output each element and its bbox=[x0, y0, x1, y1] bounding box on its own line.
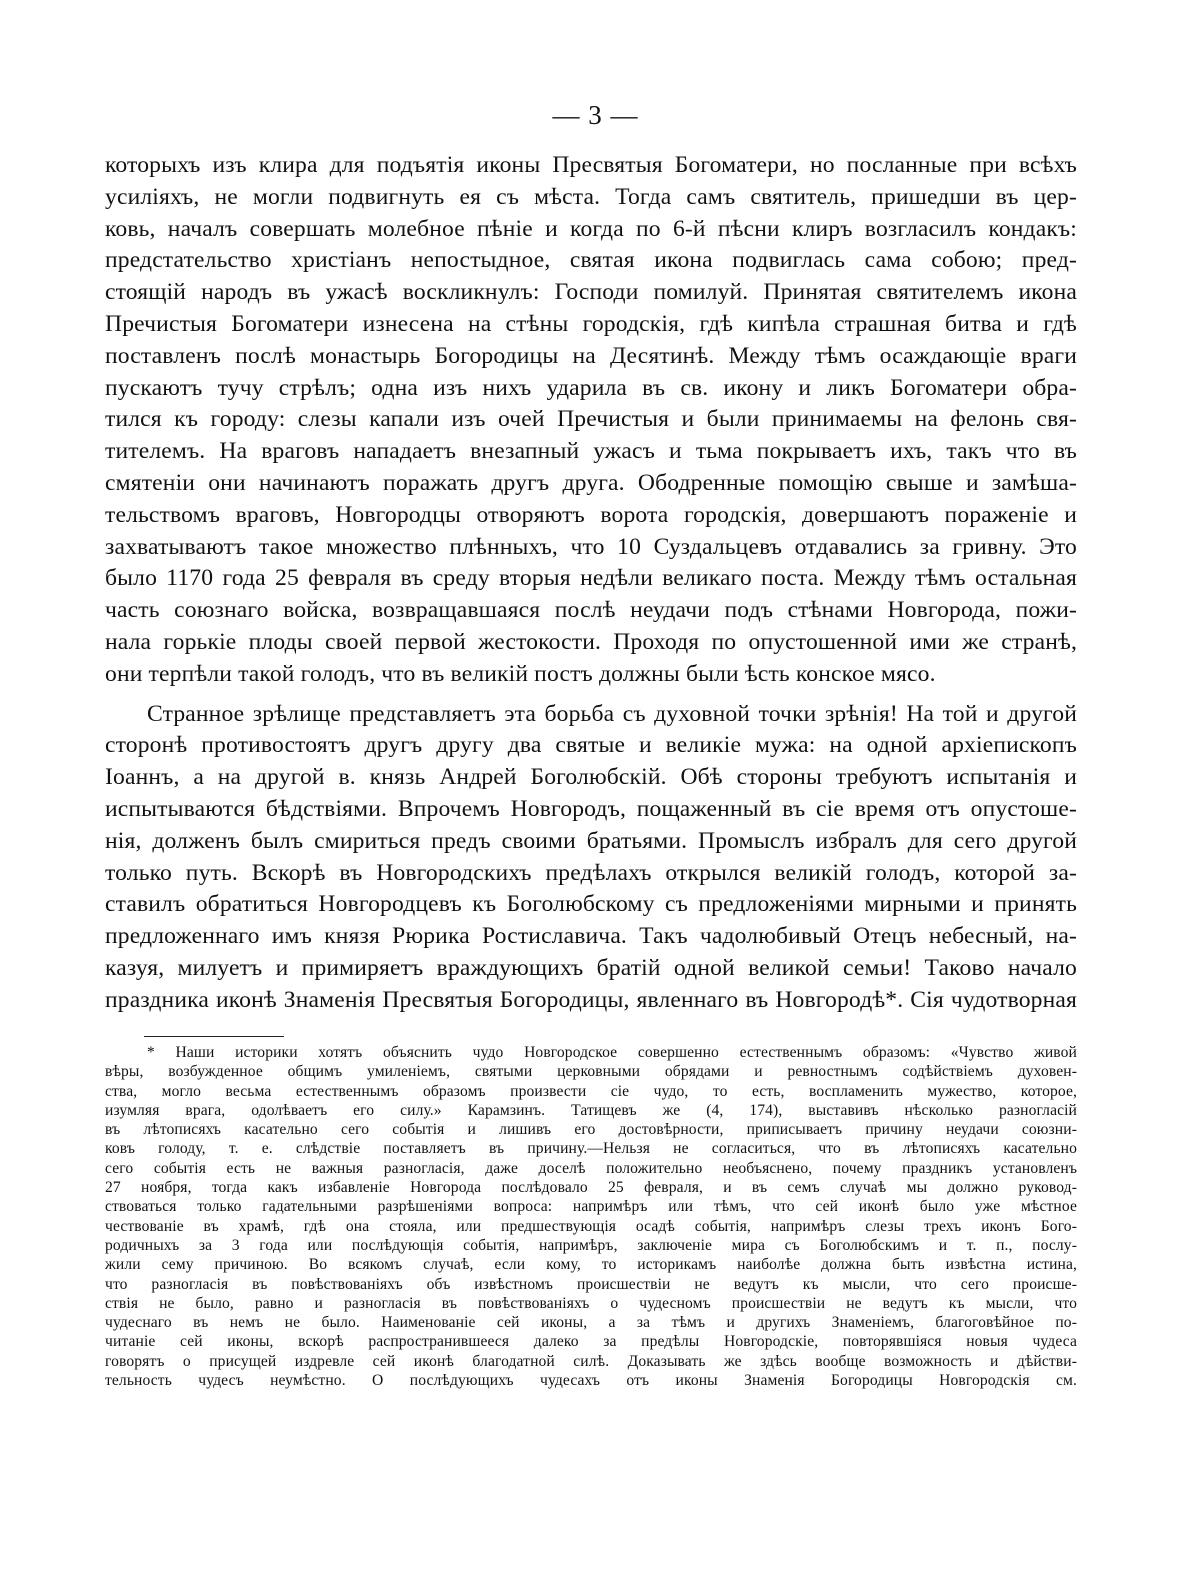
footnote-line: въ лѣтописяхъ касательно сего событія и лишивъ его достовѣрности, приписываетъ причину неудачи союзни- bbox=[105, 1121, 1077, 1139]
text-line: предложеннаго имъ князя Рюрика Ростиславича. Такъ чадолюбивый Отецъ небесный, на- bbox=[105, 923, 1077, 950]
footnote-line: изумляя врага, одолѣваетъ его силу.» Карамзинъ. Татищевъ же (4, 174), выставивъ нѣсколько разногласій bbox=[105, 1101, 1077, 1119]
text-line: праздника иконѣ Знаменія Пресвятыя Богородицы, явленнаго въ Новгородѣ*. Сія чудотворная bbox=[105, 986, 1077, 1013]
footnote-divider bbox=[144, 1036, 284, 1037]
text-line: смятеніи они начинаютъ поражать другъ друга. Ободренные помощію свыше и замѣша- bbox=[105, 469, 1077, 496]
text-line: Іоаннъ, а на другой в. князь Андрей Боголюбскій. Обѣ стороны требуютъ испытанія и bbox=[105, 764, 1077, 791]
text-line: стоящій народъ въ ужасѣ воскликнулъ: Господи помилуй. Принятая святителемъ икона bbox=[105, 279, 1077, 306]
main-text bbox=[105, 150, 1077, 1017]
footnote-line: родичныхъ за 3 года или послѣдующія событія, напримѣръ, заключеніе мира съ Боголюбскимъ и т. п., послу- bbox=[105, 1236, 1077, 1254]
text-line: предстательство христіанъ непостыдное, святая икона подвиглась сама собою; пред- bbox=[105, 247, 1077, 274]
footnote-line: * Наши историки хотятъ объяснить чудо Новгородское совершенно естественнымъ образомъ: «Чувство живой bbox=[147, 1044, 1077, 1061]
footnote-line: говорятъ о присущей издревле сей иконѣ благодатной силѣ. Доказывать же здѣсь вообще возможность и дѣйстви- bbox=[105, 1352, 1077, 1370]
footnote-line: вѣры, возбужденное общимъ умиленіемъ, святыми церковными обрядами и ревностнымъ содѣйствіемъ духовен- bbox=[105, 1063, 1077, 1081]
footnote-line: что разногласія въ повѣствованіяхъ объ извѣстномъ происшествіи не ведутъ къ мысли, что сего происше- bbox=[105, 1275, 1077, 1293]
text-line: нія, долженъ былъ смириться предъ своими братьями. Промыслъ избралъ для сего другой bbox=[105, 827, 1077, 854]
footnote-line: ства, могло весьма естественнымъ образомъ произвести сіе чудо, то есть, воспламенить мужество, которое, bbox=[105, 1082, 1077, 1100]
footnote bbox=[105, 1043, 1077, 1390]
footnote-line: тельность чудесъ неумѣстно. О послѣдующихъ чудесахъ отъ иконы Знаменія Богородицы Новгородскія см. bbox=[105, 1372, 1077, 1390]
text-line: пускаютъ тучу стрѣлъ; одна изъ нихъ ударила въ св. икону и ликъ Богоматери обра- bbox=[105, 374, 1077, 401]
text-line: тился къ городу: слезы капали изъ очей Пречистыя и были принимаемы на фелонь свя- bbox=[105, 406, 1077, 433]
footnote-line: ствоваться только гадательными разрѣшеніями вопроса: напримѣръ или тѣмъ, что сей иконѣ было уже мѣстное bbox=[105, 1198, 1077, 1216]
text-line: нала горькіе плоды своей первой жестокости. Проходя по опустошенной ими же странѣ, bbox=[105, 628, 1077, 655]
text-line: поставленъ послѣ монастырь Богородицы на Десятинѣ. Между тѣмъ осаждающіе враги bbox=[105, 342, 1077, 369]
footnote-line: 27 ноября, тогда какъ избавленіе Новгорода послѣдовало 25 февраля, и въ семъ случаѣ мы должно руковод- bbox=[105, 1179, 1077, 1197]
footnote-line: чествованіе въ храмѣ, гдѣ она стояла, или предшествующія осадѣ событія, напримѣръ слезы трехъ иконъ Бого- bbox=[105, 1217, 1077, 1235]
text-line: тителемъ. На враговъ нападаетъ внезапный ужасъ и тьма покрываетъ ихъ, такъ что въ bbox=[105, 438, 1077, 465]
text-line: которыхъ изъ клира для подъятія иконы Пресвятыя Богоматери, но посланные при всѣхъ bbox=[105, 152, 1077, 178]
text-line: захватываютъ такое множество плѣнныхъ, что 10 Суздальцевъ отдавались за гривну. Это bbox=[105, 533, 1077, 560]
text-line: усиліяхъ, не могли подвигнуть ея съ мѣста. Тогда самъ святитель, пришедши въ цер- bbox=[105, 183, 1077, 210]
text-line: Пречистыя Богоматери изнесена на стѣны городскія, гдѣ кипѣла страшная битва и гдѣ bbox=[105, 310, 1077, 337]
paragraph-2 bbox=[105, 699, 1077, 1017]
paragraph-1 bbox=[105, 150, 1077, 691]
text-line: часть союзнаго войска, возвращавшаяся послѣ неудачи подъ стѣнами Новгорода, пожи- bbox=[105, 597, 1077, 624]
text-line: они терпѣли такой голодъ, что въ великій постъ должны были ѣсть конское мясо. bbox=[105, 660, 936, 687]
footnote-line: жили сему причиною. Во всякомъ случаѣ, если кому, то историкамъ наиболѣе должна быть извѣстна истина, bbox=[105, 1256, 1077, 1274]
text-line: только путь. Вскорѣ въ Новгородскихъ предѣлахъ открылся великій голодъ, которой за- bbox=[105, 859, 1077, 886]
footnote-line: чудеснаго въ немъ не было. Наименованіе сей иконы, а за тѣмъ и другихъ Знаменіемъ, благоговѣйное по- bbox=[105, 1314, 1077, 1332]
text-line: Странное зрѣлище представляетъ эта борьба съ духовной точки зрѣнія! На той и другой bbox=[147, 700, 1077, 727]
text-line: испытываются бѣдствіями. Впрочемъ Новгородъ, пощаженный въ сіе время отъ опустоше- bbox=[105, 795, 1077, 822]
page-number: — 3 — bbox=[552, 100, 639, 130]
footnote-line: ствія не было, равно и разногласія въ повѣствованіяхъ о чудесномъ происшествіи не ведутъ къ мысли, что bbox=[105, 1294, 1077, 1312]
footnote-line: сего событія есть не важныя разногласія, даже доселѣ положительно необъяснено, почему праздникъ установленъ bbox=[105, 1159, 1077, 1177]
text-line: сторонѣ противостоятъ другъ другу два святые и великіе мужа: на одной архіепископъ bbox=[105, 732, 1077, 759]
text-line: ставилъ обратиться Новгородцевъ къ Боголюбскому съ предложеніями мирными и принять bbox=[105, 891, 1077, 918]
text-line: казуя, милуетъ и примиряетъ враждующихъ братій одной великой семьи! Таково начало bbox=[105, 954, 1077, 981]
text-line: было 1170 года 25 февраля въ среду вторыя недѣли великаго поста. Между тѣмъ остальная bbox=[105, 565, 1077, 592]
footnote-line: ковъ голоду, т. е. слѣдствіе поставляетъ въ причину.—Нельзя не согласиться, что въ лѣтописяхъ касательно bbox=[105, 1140, 1077, 1158]
text-line: ковь, началъ совершать молебное пѣніе и когда по 6-й пѣсни клиръ возгласилъ кондакъ: bbox=[105, 215, 1077, 242]
footnote-line: читаніе сей иконы, вскорѣ распространившееся далеко за предѣлы Новгородскіе, повторявшіяся новыя чудеса bbox=[105, 1333, 1077, 1351]
text-line: тельствомъ враговъ, Новгородцы отворяютъ ворота городскія, довершаютъ пораженіе и bbox=[105, 501, 1077, 528]
